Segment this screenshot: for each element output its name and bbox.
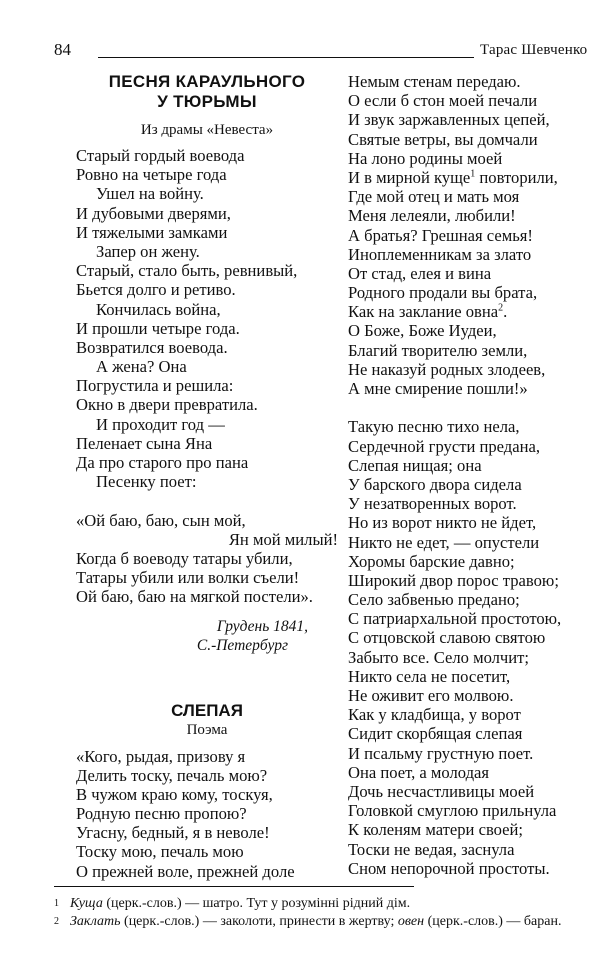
line-text-tail: повторили, <box>475 167 558 187</box>
poem-line: Пеленает сына Яна <box>76 433 213 453</box>
footnote-mark: 1 <box>54 898 59 909</box>
footnote-mark: 2 <box>54 916 59 927</box>
poem-line: Но из ворот никто не йдет, <box>348 513 537 533</box>
poem-line: Как на заклание овна$^2$. <box>348 302 508 322</box>
poem-line: Как у кладбища, у ворот <box>348 705 521 725</box>
poem-line: С патриархальной простотою, <box>348 609 562 629</box>
poem-line: И проходит год — <box>96 414 225 434</box>
song-line: Ой баю, баю на мягкой постели». <box>76 587 313 607</box>
poem-line: Делить тоску, печаль мою? <box>76 765 268 785</box>
poem-line: Кончилась война, <box>96 299 221 319</box>
poem-line: Тоски не ведая, заснула <box>348 839 515 859</box>
poem-line: Хоромы барские давно; <box>348 551 515 571</box>
footnotes <box>54 895 594 931</box>
poem-line: Погрустила и решила: <box>76 376 234 396</box>
poem-line: Не наказуй родных злодеев, <box>348 359 546 379</box>
poem-line: Сном непорочной простоты. <box>348 858 550 878</box>
poem-line: У незатворенных ворот. <box>348 494 517 514</box>
poem2-subtitle: Поэма <box>186 721 228 738</box>
poem-line: Никто не едет, — опустели <box>348 532 540 552</box>
poem-line: Широкий двор порос травою; <box>348 570 559 590</box>
poem-line: Село забвенью предано; <box>348 590 520 610</box>
poem1-date: Грудень 1841, <box>216 617 308 635</box>
poem-line: Забыто все. Село молчит; <box>348 647 530 667</box>
poem-line: А жена? Она <box>96 357 187 377</box>
poem-line: Сидит скорбящая слепая <box>348 724 523 744</box>
poem-line: Меня лелеяли, любили! <box>348 206 516 226</box>
song-line: Ян мой милый! <box>228 529 338 549</box>
footnote-text: (церк.-слов.) — баран. <box>424 914 562 929</box>
song-line: «Ой баю, баю, сын мой, <box>76 510 246 530</box>
poem-line <box>348 168 580 187</box>
poem-line: Возвратился воевода. <box>76 337 228 357</box>
poem-line: К коленям матери своей; <box>348 820 524 840</box>
poem1-place: С.-Петербург <box>196 636 288 654</box>
poem-line: Старый гордый воевода <box>76 146 245 165</box>
poem-line: Песенку поет: <box>96 472 197 492</box>
footnote-text: (церк.-слов.) — заколоти, принести в жертву; <box>120 914 398 929</box>
footnote-ref-2[interactable]: 2 <box>498 302 504 314</box>
poem-line: А мне смирение пошли!» <box>348 379 528 398</box>
poem-line: Не оживит его молвою. <box>348 686 514 705</box>
poem-line: На лоно родины моей <box>348 148 503 168</box>
left-column <box>76 72 338 881</box>
poem-line: Она поет, а молодая <box>348 762 490 782</box>
poem-line: И дубовыми дверями, <box>76 203 231 223</box>
poem-line: В чужом краю кому, тоскуя, <box>76 784 273 804</box>
footnote-2 <box>54 913 594 931</box>
poem-line: Такую песню тихо нела, <box>348 417 520 437</box>
poem-line: Никто села не посетит, <box>348 666 511 686</box>
footnote-term: овен <box>397 914 425 929</box>
line-text: Как на заклание овна <box>348 302 499 322</box>
poem-line: О Боже, Боже Иудеи, <box>348 321 497 341</box>
poem1-subtitle: Из драмы «Невеста» <box>140 122 274 138</box>
poem-line: У барского двора сидела <box>348 474 522 494</box>
poem2-title: СЛЕПАЯ <box>171 700 243 720</box>
poem-line: Старый, стало быть, ревнивый, <box>76 261 298 281</box>
poem-line: Запер он жену. <box>96 241 200 261</box>
poem-line: Ровно на четыре года <box>76 165 227 185</box>
song-line: Татары убили или волки съели! <box>76 568 300 588</box>
poem-line: Ушел на войну. <box>96 184 204 204</box>
poem-line: О прежней воле, прежней доле <box>76 861 295 881</box>
poem-line: От стад, елея и вина <box>348 263 492 283</box>
poem-line: Святые ветры, вы домчали <box>348 129 538 149</box>
poem-line: Сердечной грусти предана, <box>348 436 541 456</box>
poem-line: Окно в двери превратила. <box>76 395 258 415</box>
header-rule <box>98 57 474 58</box>
poem1-title-line1: ПЕСНЯ КАРАУЛЬНОГО <box>108 72 306 91</box>
poem1-title-line2: У ТЮРЬМЫ <box>157 92 257 111</box>
footnote-term: Заклать <box>70 914 121 929</box>
poem-line: О если б стон моей печали <box>348 91 538 111</box>
line-text: И в мирной куще <box>348 167 471 187</box>
footnote-rule <box>54 886 414 887</box>
poem-line: Слепая нищая; она <box>348 455 482 475</box>
poem-line: И псальму грустную поет. <box>348 743 534 763</box>
poem-line: «Кого, рыдая, призову я <box>76 746 246 766</box>
poem-line: Где мой отец и мать моя <box>348 187 520 207</box>
footnote-text: (церк.-слов.) — шатро. Тут у розумінні рідний дім. <box>102 896 411 911</box>
poem-line: С отцовской славою святою <box>348 628 546 648</box>
poem-line: Головкой смуглою прильнула <box>348 801 557 821</box>
footnote-term: Куща <box>70 896 103 911</box>
song-line: Когда б воеводу татары убили, <box>76 548 293 568</box>
stanza-gap <box>348 398 580 417</box>
poem-line: Дочь несчастливицы моей <box>348 781 535 801</box>
poem-line: И звук заржавленных цепей, <box>348 110 550 130</box>
poem-line: И прошли четыре года. <box>76 318 240 338</box>
poem-line: А братья? Грешная семья! <box>348 225 533 245</box>
poem-line: Да про старого про пана <box>76 453 249 472</box>
poem-line: Благий творителю земли, <box>348 340 528 360</box>
poem-line: Немым стенам передаю. <box>348 72 521 91</box>
running-head-author: Тарас Шевченко <box>480 42 588 58</box>
footnote-ref-1[interactable]: 1 <box>470 168 476 180</box>
poem-line: И тяжелыми замками <box>76 222 228 242</box>
poem-line: Иноплеменникам за злато <box>348 244 532 264</box>
right-column <box>348 72 580 878</box>
poem-line: Родного продали вы брата, <box>348 283 538 303</box>
poem-line: Угасну, бедный, я в неволе! <box>76 823 270 843</box>
page-number: 84 <box>54 40 71 59</box>
stanza-gap <box>76 491 338 510</box>
poem-line: Родную песню пропою? <box>76 804 247 824</box>
footnote-1 <box>54 895 594 913</box>
poem-line: Тоску мою, печаль мою <box>76 842 244 862</box>
poem-line: Бьется долго и ретиво. <box>76 280 236 300</box>
